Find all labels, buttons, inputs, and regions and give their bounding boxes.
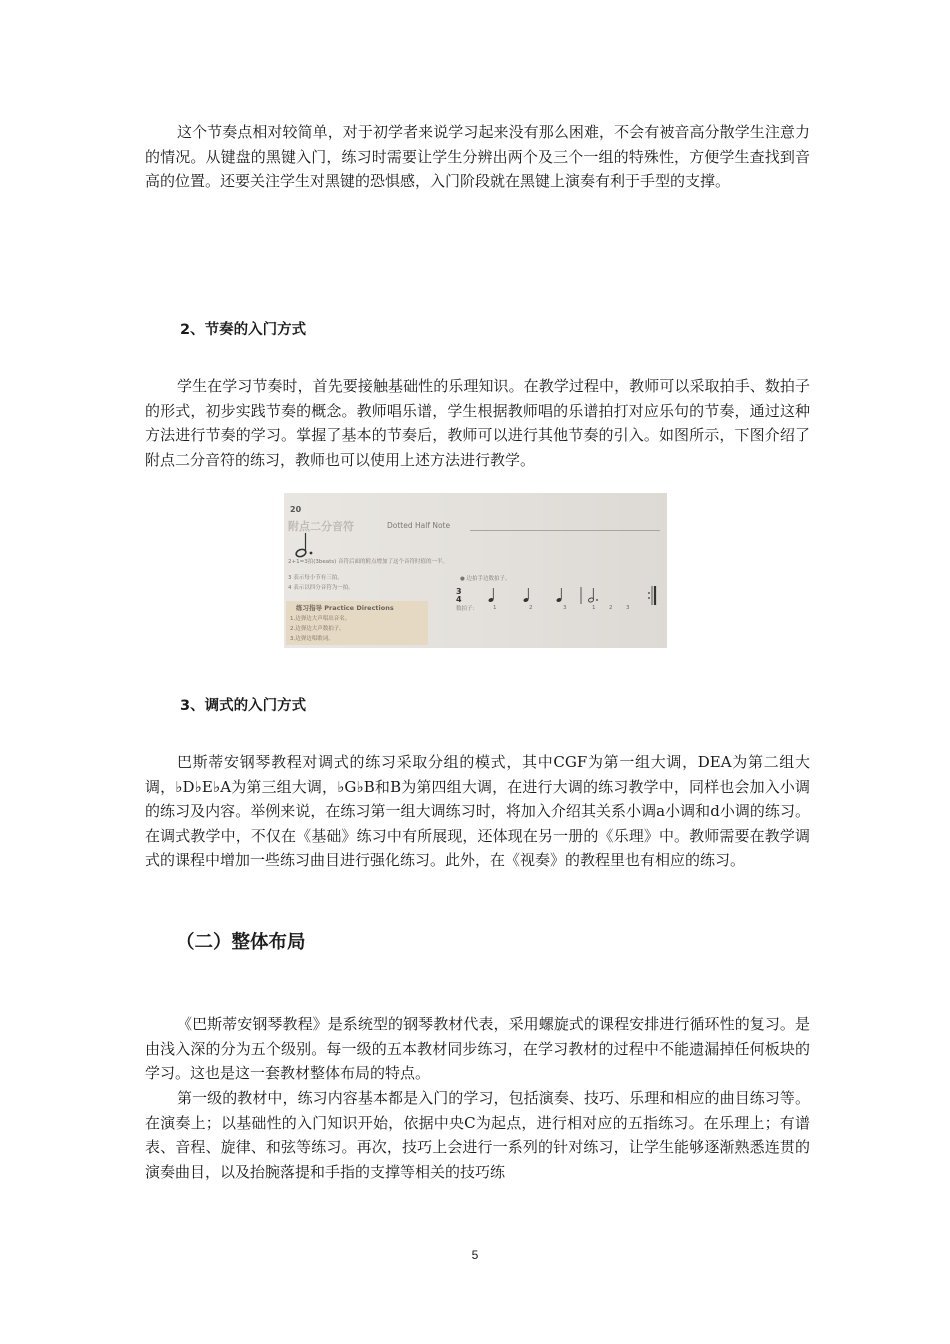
figure-description: 2+1=3拍(3beats) 音符后面的附点增加了这个音符时值的一半。 [288,559,449,565]
quarter-note-icon [556,588,562,603]
practice-directions-box [286,601,428,645]
count-label: 数拍子： [456,606,479,612]
quarter-note-icon [488,588,494,603]
figure-note-three: 3 表示每小节有三拍。 [288,575,343,581]
paragraph-rhythm: 学生在学习节奏时，首先要接触基础性的乐理知识。在教学过程中，教师可以采取拍手、数拍子的形式，初步实践节奏的概念。教师唱乐谱，学生根据教师唱的乐谱拍打对应乐句的节奏，通过这种方法进行节奏的学习。掌握了基本的节奏后，教师可以进行其他节奏的引入。如图所示，下图介绍了附点二分音符的练习，教师也可以使用上述方法进行教学。 [145,377,810,469]
figure-title-rule [470,530,660,531]
practice-item: 1.边弹边大声唱出音名。 [290,616,351,622]
repeat-dot-icon [648,597,650,599]
time-signature-top: 3 [456,587,462,596]
count-beat: 1 [592,605,596,611]
count-beat: 3 [563,605,567,611]
count-beat: 2 [529,605,533,611]
figure-title-zh: 附点二分音符 [288,520,354,533]
quarter-note-icon [523,588,529,603]
dotted-half-note-icon [588,588,598,603]
paragraph-bastien-overview: 《巴斯蒂安钢琴教程》是系统型的钢琴教材代表，采用螺旋式的课程安排进行循环性的复习。是由浅入深的分为五个级别。每一级的五本教材同步练习，在学习教材的过程中不能遗漏掉任何板块的学习。这也是这一套教材整体布局的特点。 [145,1015,810,1082]
repeat-dot-icon [648,592,650,594]
heading-mode-intro: 3、调式的入门方式 [180,698,307,714]
dotted-half-note-figure [284,493,667,648]
practice-item: 2.边弹边大声数拍子。 [290,626,345,632]
heading-rhythm-intro: 2、节奏的入门方式 [180,322,307,338]
figure-page-number: 20 [290,505,302,514]
rhythm-staff [452,583,662,613]
paragraph-level-one: 第一级的教材中，练习内容基本都是入门的学习，包括演奏、技巧、乐理和相应的曲目练习等。在演奏上；以基础性的入门知识开始，依据中央C为起点，进行相对应的五指练习。在乐理上；有谱表、音程、旋律、和弦等练习。再次，技巧上会进行一系列的针对练习，让学生能够逐渐熟悉连贯的演奏曲目，以及抬腕落提和手指的支撑等相关的技巧练 [145,1089,810,1181]
time-signature-bottom: 4 [456,595,462,604]
count-beat: 3 [626,605,630,611]
count-beat: 2 [609,605,613,611]
page-number: 5 [471,1248,479,1262]
figure-clap-tip: ● 边拍手边数拍子。 [460,576,511,582]
paragraph-black-keys: 这个节奏点相对较简单，对于初学者来说学习起来没有那么困难，不会有被音高分散学生注意力的情况。从键盘的黑键入门，练习时需要让学生分辨出两个及三个一组的特殊性，方便学生查找到音高的位置。还要关注学生对黑键的恐惧感，入门阶段就在黑键上演奏有利于手型的支撑。 [145,123,810,190]
figure-note-four: 4 表示以四分音符为一拍。 [288,585,354,591]
paragraph-modes: 巴斯蒂安钢琴教程对调式的练习采取分组的模式，其中CGF为第一组大调，DEA为第二组大调，♭D♭E♭A为第三组大调，♭G♭B和B为第四组大调，在进行大调的练习教学中，同样也会加入小调的练习及内容。举例来说，在练习第一组大调练习时，将加入介绍其关系小调a小调和d小调的练习。在调式教学中，不仅在《基础》练习中有所展现，还体现在另一册的《乐理》中。教师需要在教学调式的课程中增加一些练习曲目进行强化练习。此外，在《视奏》的教程里也有相应的练习。 [145,753,810,869]
heading-overall-layout: （二）整体布局 [176,932,306,953]
practice-item: 3.边弹边唱歌词。 [290,636,334,642]
count-beat: 1 [493,605,497,611]
figure-title-en: Dotted Half Note [387,521,451,530]
practice-directions-title: 练习指导 Practice Directions [296,604,394,612]
